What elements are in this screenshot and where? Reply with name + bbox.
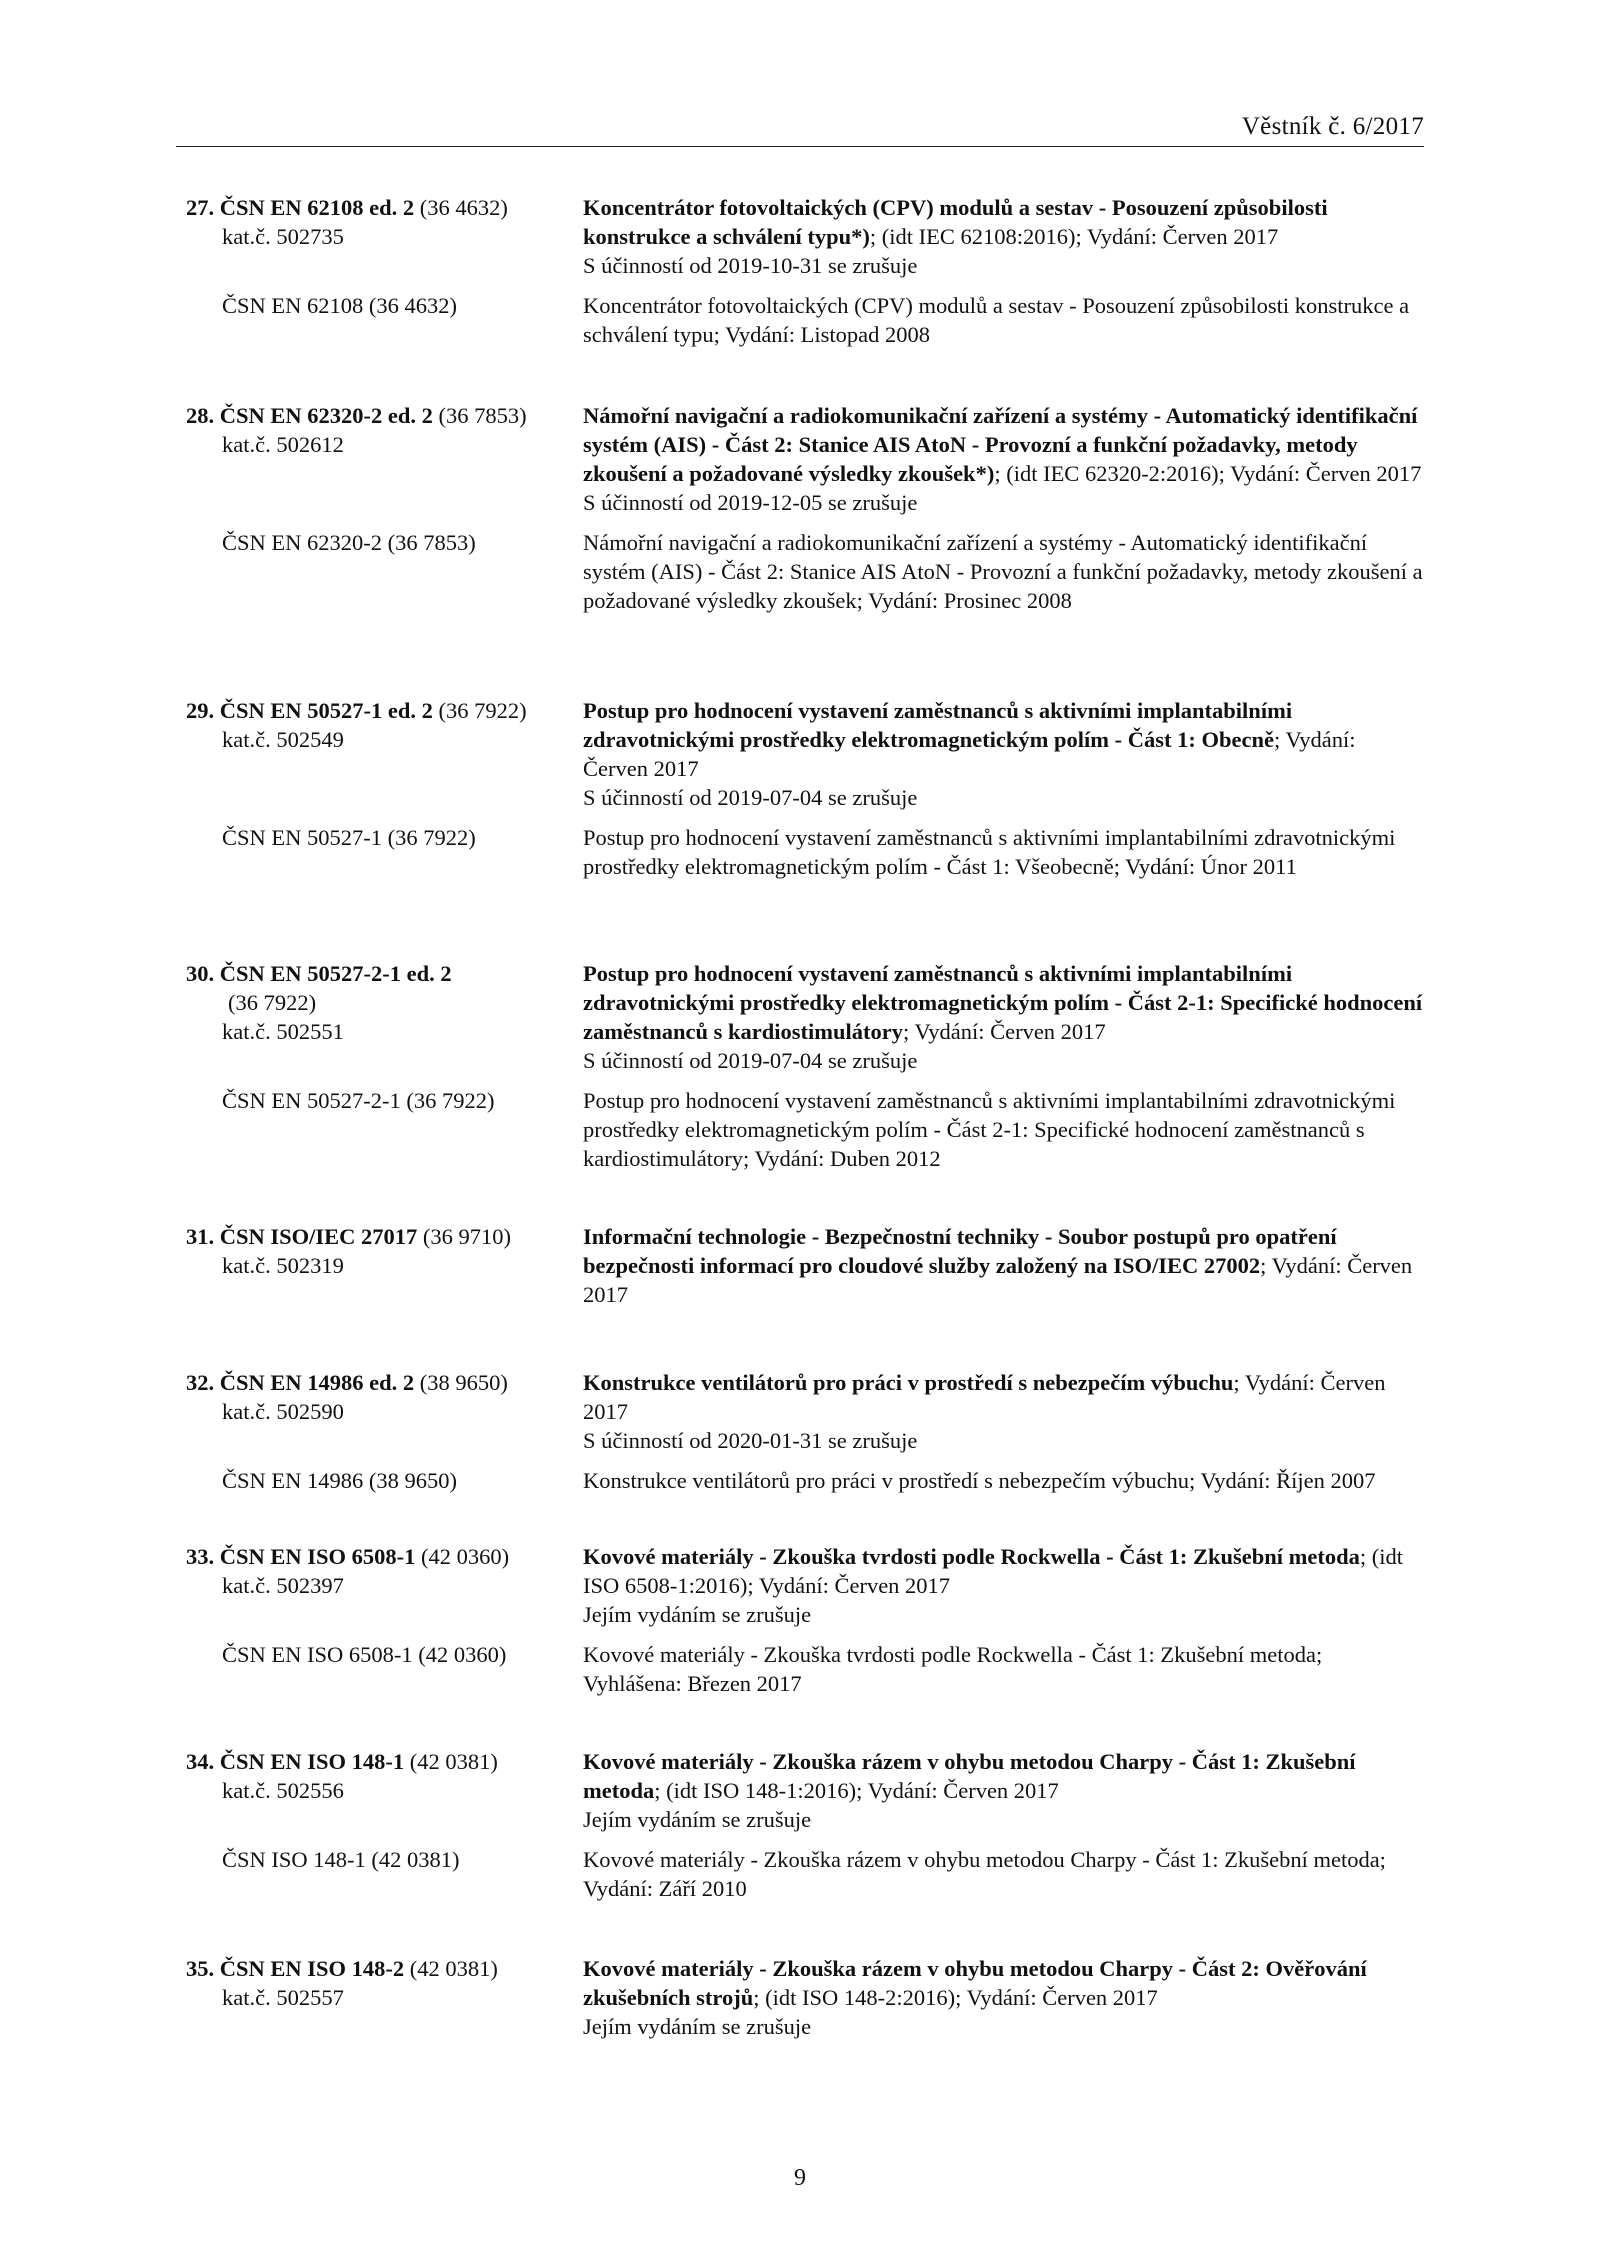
replaced-standard-id: ČSN EN 62320-2 (36 7853) — [222, 530, 476, 555]
catalog-number: kat.č. 502612 — [222, 432, 344, 457]
standard-id — [186, 1954, 576, 2012]
entry-number: 30. — [186, 961, 215, 986]
replaced-standard-id: ČSN EN 62108 (36 4632) — [222, 293, 457, 318]
standard-id — [186, 1368, 576, 1426]
standard-entry — [186, 1747, 1424, 1903]
standard-description — [583, 1542, 1424, 1629]
validity-note: Jejím vydáním se zrušuje — [583, 2014, 812, 2039]
standard-code: ČSN EN ISO 148-2 — [219, 1956, 405, 1981]
classification-code: (42 0381) — [404, 1749, 498, 1774]
standard-details: ; (idt IEC 62108:2016); Vydání: Červen 2017 — [869, 224, 1279, 249]
entry-number: 33. — [186, 1544, 215, 1569]
catalog-number: kat.č. 502551 — [222, 1019, 344, 1044]
replaced-standard-id: ČSN EN 14986 (38 9650) — [222, 1468, 457, 1493]
entry-number: 28. — [186, 403, 215, 428]
standard-title: Postup pro hodnocení vystavení zaměstnanců s aktivními implantabilními zdravotnickými prostředky elektromagnetickým polím - Část 1: Obecně — [583, 698, 1293, 752]
replaced-standard-description: Námořní navigační a radiokomunikační zařízení a systémy - Automatický identifikační systém (AIS) - Část 2: Stanice AIS AtoN - Provozní a funkční požadavky, metody zkoušení a požadované výsledky zkoušek; Vydání: Prosinec 2008 — [583, 530, 1423, 613]
standard-code: ČSN ISO/IEC 27017 — [219, 1224, 418, 1249]
replaced-standard-id: ČSN EN 50527-2-1 (36 7922) — [222, 1088, 495, 1113]
validity-note: S účinností od 2020-01-31 se zrušuje — [583, 1428, 918, 1453]
validity-note: S účinností od 2019-07-04 se zrušuje — [583, 1048, 918, 1073]
standard-id — [186, 696, 576, 754]
standard-title: Kovové materiály - Zkouška tvrdosti podle Rockwella - Část 1: Zkušební metoda — [583, 1544, 1360, 1569]
standard-entry — [186, 1222, 1424, 1309]
standard-description — [583, 401, 1424, 517]
entry-number: 34. — [186, 1749, 215, 1774]
classification-code: (36 7922) — [228, 990, 317, 1015]
classification-code: (36 9710) — [417, 1224, 512, 1249]
standard-description — [583, 696, 1424, 812]
standard-title: Kovové materiály - Zkouška rázem v ohybu metodou Charpy - Část 1: Zkušební metoda — [583, 1749, 1356, 1803]
standard-details: ; Vydání: Červen 2017 — [583, 1370, 1386, 1424]
standard-entry — [186, 1954, 1424, 2041]
page-number: 9 — [794, 2165, 806, 2191]
standard-description — [583, 1222, 1424, 1309]
standard-id — [186, 959, 576, 1046]
standard-id — [186, 1222, 576, 1280]
classification-code: (42 0381) — [404, 1956, 498, 1981]
replaced-standard-id: ČSN ISO 148-1 (42 0381) — [222, 1847, 460, 1872]
standard-details: ; (idt ISO 148-1:2016); Vydání: Červen 2017 — [654, 1778, 1059, 1803]
replaced-standard-description: Koncentrátor fotovoltaických (CPV) modulů a sestav - Posouzení způsobilosti konstrukce a schválení typu; Vydání: Listopad 2008 — [583, 293, 1410, 347]
page-header-title: Věstník č. 6/2017 — [1241, 113, 1424, 140]
standard-details: ; Vydání: Červen 2017 — [903, 1019, 1106, 1044]
entry-number: 29. — [186, 698, 215, 723]
standard-description — [583, 1368, 1424, 1455]
standard-id — [186, 193, 576, 251]
standard-title: Informační technologie - Bezpečnostní techniky - Soubor postupů pro opatření bezpečnosti informací pro cloudové služby založený na ISO/IEC 27002 — [583, 1224, 1337, 1278]
classification-code: (36 7853) — [432, 403, 527, 428]
standard-title: Koncentrátor fotovoltaických (CPV) modulů a sestav - Posouzení způsobilosti konstrukce a schválení typu*) — [583, 195, 1328, 249]
standard-entry — [186, 193, 1424, 349]
standard-code: ČSN EN 62320-2 ed. 2 — [219, 403, 433, 428]
standard-details: ; Vydání: Červen 2017 — [583, 1253, 1413, 1307]
catalog-number: kat.č. 502397 — [222, 1573, 344, 1598]
entry-number: 27. — [186, 195, 215, 220]
standard-details: ; (idt IEC 62320-2:2016); Vydání: Červen 2017 — [994, 461, 1422, 486]
validity-note: Jejím vydáním se zrušuje — [583, 1807, 812, 1832]
standard-code: ČSN EN 62108 ed. 2 — [219, 195, 415, 220]
entry-number: 32. — [186, 1370, 215, 1395]
catalog-number: kat.č. 502556 — [222, 1778, 344, 1803]
validity-note: S účinností od 2019-07-04 se zrušuje — [583, 785, 918, 810]
standard-id — [186, 1747, 576, 1805]
classification-code: (36 7922) — [432, 698, 527, 723]
standard-code: ČSN EN 14986 ed. 2 — [219, 1370, 415, 1395]
standard-code: ČSN EN ISO 148-1 — [219, 1749, 405, 1774]
catalog-number: kat.č. 502549 — [222, 727, 344, 752]
standard-entry — [186, 1368, 1424, 1495]
standard-code: ČSN EN 50527-2-1 ed. 2 — [219, 961, 452, 986]
replaced-standard-description: Kovové materiály - Zkouška tvrdosti podle Rockwella - Část 1: Zkušební metoda; Vyhlášena: Březen 2017 — [583, 1642, 1323, 1696]
replaced-standard-id: ČSN EN ISO 6508-1 (42 0360) — [222, 1642, 507, 1667]
standard-title: Kovové materiály - Zkouška rázem v ohybu metodou Charpy - Část 2: Ověřování zkušebních strojů — [583, 1956, 1367, 2010]
standard-description — [583, 1747, 1424, 1834]
entry-number: 35. — [186, 1956, 215, 1981]
catalog-number: kat.č. 502590 — [222, 1399, 344, 1424]
standard-id — [186, 1542, 576, 1600]
catalog-number: kat.č. 502735 — [222, 224, 344, 249]
standard-entry — [186, 959, 1424, 1173]
validity-note: Jejím vydáním se zrušuje — [583, 1602, 812, 1627]
classification-code: (36 4632) — [414, 195, 508, 220]
standard-description — [583, 1954, 1424, 2041]
standard-entry — [186, 696, 1424, 881]
catalog-number: kat.č. 502319 — [222, 1253, 344, 1278]
standard-description — [583, 193, 1424, 280]
replaced-standard-id: ČSN EN 50527-1 (36 7922) — [222, 825, 476, 850]
standard-details: ; (idt ISO 6508-1:2016); Vydání: Červen 2017 — [583, 1544, 1404, 1598]
standard-details: ; (idt ISO 148-2:2016); Vydání: Červen 2017 — [753, 1985, 1158, 2010]
standard-code: ČSN EN ISO 6508-1 — [219, 1544, 416, 1569]
standard-code: ČSN EN 50527-1 ed. 2 — [219, 698, 433, 723]
standard-title: Konstrukce ventilátorů pro práci v prostředí s nebezpečím výbuchu — [583, 1370, 1234, 1395]
standard-entry — [186, 401, 1424, 615]
entry-number: 31. — [186, 1224, 215, 1249]
standard-title: Námořní navigační a radiokomunikační zařízení a systémy - Automatický identifikační systém (AIS) - Část 2: Stanice AIS AtoN - Provozní a funkční požadavky, metody zkoušení a požadované výsledky zkoušek*) — [583, 403, 1418, 486]
replaced-standard-description: Konstrukce ventilátorů pro práci v prostředí s nebezpečím výbuchu; Vydání: Říjen 2007 — [583, 1468, 1376, 1493]
catalog-number: kat.č. 502557 — [222, 1985, 344, 2010]
validity-note: S účinností od 2019-12-05 se zrušuje — [583, 490, 918, 515]
validity-note: S účinností od 2019-10-31 se zrušuje — [583, 253, 918, 278]
standard-id — [186, 401, 576, 459]
classification-code: (42 0360) — [415, 1544, 510, 1569]
standard-details: ; Vydání: Červen 2017 — [583, 727, 1356, 781]
standard-title: Postup pro hodnocení vystavení zaměstnanců s aktivními implantabilními zdravotnickými prostředky elektromagnetickým polím - Část 2-1: Specifické hodnocení zaměstnanců s kardiostimulátory — [583, 961, 1423, 1044]
replaced-standard-description: Postup pro hodnocení vystavení zaměstnanců s aktivními implantabilními zdravotnickými prostředky elektromagnetickým polím - Část 1: Všeobecně; Vydání: Únor 2011 — [583, 825, 1396, 879]
standard-entry — [186, 1542, 1424, 1698]
header-rule — [176, 146, 1424, 147]
replaced-standard-description: Postup pro hodnocení vystavení zaměstnanců s aktivními implantabilními zdravotnickými prostředky elektromagnetickým polím - Část 2-1: Specifické hodnocení zaměstnanců s kardiostimulátory; Vydání: Duben 2012 — [583, 1088, 1396, 1171]
classification-code: (38 9650) — [414, 1370, 508, 1395]
replaced-standard-description: Kovové materiály - Zkouška rázem v ohybu metodou Charpy - Část 1: Zkušební metoda; Vydání: Září 2010 — [583, 1847, 1386, 1901]
standard-description — [583, 959, 1424, 1075]
